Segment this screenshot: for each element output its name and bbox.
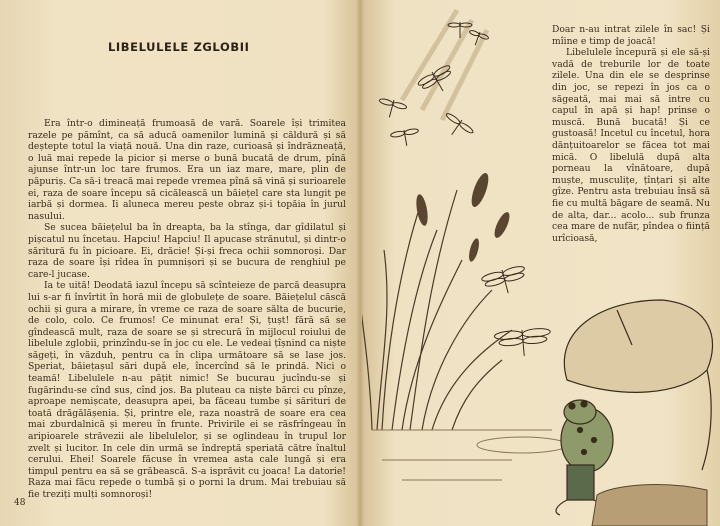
page-number: 48: [14, 498, 26, 508]
paragraph: Se sucea băiețelul ba în dreapta, ba la stînga, dar gîdilatul și pișcatul nu încetau. Hapciu! Hapciu! Il apucase strănutul, și dintr-o săritură fu în picioare. Ei, drăcie! Și-și freca ochii somnoroși. Dar raza de soare își rîdea în pumnișori și se bucura de renghiul pe care-l jucase.: [28, 222, 346, 280]
right-page: [362, 0, 720, 526]
ground-rocks: [592, 485, 707, 526]
paragraph: Libelulele începură și ele să-și vadă de treburile lor de toate zilele. Una din ele se desprinse din joc, se repezi în jos ca o săgeată, mai mai să intre cu capul în apă și hap! prinse o muscă. Bună bucată! Și ce gustoasă! Incetul cu încetul, hora dănțuitoarelor se făcea tot mai mică. O libelulă după alta porneau la vînătoare, după muște, musculițe, țînțari și alte gîze. Pentru asta trebuiau însă să fie cu multă băgare de seamă. Nu de alta, dar... acolo... sub frunza cea mare de nufăr, pîndea o ființă urîcioasă,: [552, 47, 710, 244]
paragraph: Era într-o dimineață frumoasă de vară. Soarele își trimitea razele pe pămînt, ca să aducă oamenilor lumină și căldură și să deștepte totul la viață nouă. Una din raze, curioasă și îndrăzneață, o luă mai repede la picior și merse o bună bucată de drum, pînă ajunse într-un loc tare frumos. Era un iaz mare, mare, plin de păpuriș. Ca să-i treacă mai repede vremea pînă să vină și surioarele ei, raza de soare începu să cicălească un băiețel care sta lungit pe iarbă și dormea. Ii aluneca mereu peste obraz și-i topăia în jurul nasului.: [28, 118, 346, 222]
sun-rays: [402, 10, 487, 120]
left-page-text: [28, 118, 346, 501]
left-page: [0, 0, 358, 526]
water: [372, 430, 567, 480]
right-page-text: [552, 24, 710, 244]
cattails: [414, 171, 512, 263]
paragraph: Ia te uită! Deodată iazul începu să scînteieze de parcă deasupra lui s-ar fi învîrtit în horă mii de globulețe de soare. Băiețelul căscă ochii și gura a mirare, în vreme ce raza de soare sălta de bucurie, de colo, colo. Ce frumos! Ce minunat era! Și, țușt! fără să se gîndească mult, raza de soare se și strecură în mijlocul roiului de libelule zglobii, prinzîndu-se în joc cu ele. Le vedeai țîșnind ca niște săgeți, în văzduh, pentru ca în clipa următoare să se lase jos. Speriat, băiețașul sări dupǎ ele, încercînd să le prindă. Nici o teamă! Libelulele n-au pățit nimic! Se bucurau jucîndu-se și fugărindu-se cînd sus, cînd jos. Ba pluteau ca niște bărci cu pînze, aproape nemișcate, deasupra apei, ba făceau tumbe și sărituri de toată drăgălășenia. Și, printre ele, raza noastră de soare era cea mai zburdalnică și mereu în frunte. Privirile ei se răsfrîngeau în aripioarele străvezii ale libelulelor, și se oglindeau în trupul lor zvelt și lucitor. In cele din urmă se îndreptă speriată către înaltul cerului. Ehei! Soarele făcuse în vremea asta cale lungă și era timpul pentru ea să se grăbească. S-a isprăvit cu joaca! La datorie! Raza mai făcu repede o tumbă și o porni la drum. Mai trebuiau să fie treziți mulți somnoroși!: [28, 280, 346, 500]
story-title: LIBELULELE ZGLOBII: [108, 40, 250, 54]
paragraph: Doar n-au intrat zilele în sac! Și mîine e timp de joacă!: [552, 24, 710, 47]
reeds: [362, 190, 512, 430]
